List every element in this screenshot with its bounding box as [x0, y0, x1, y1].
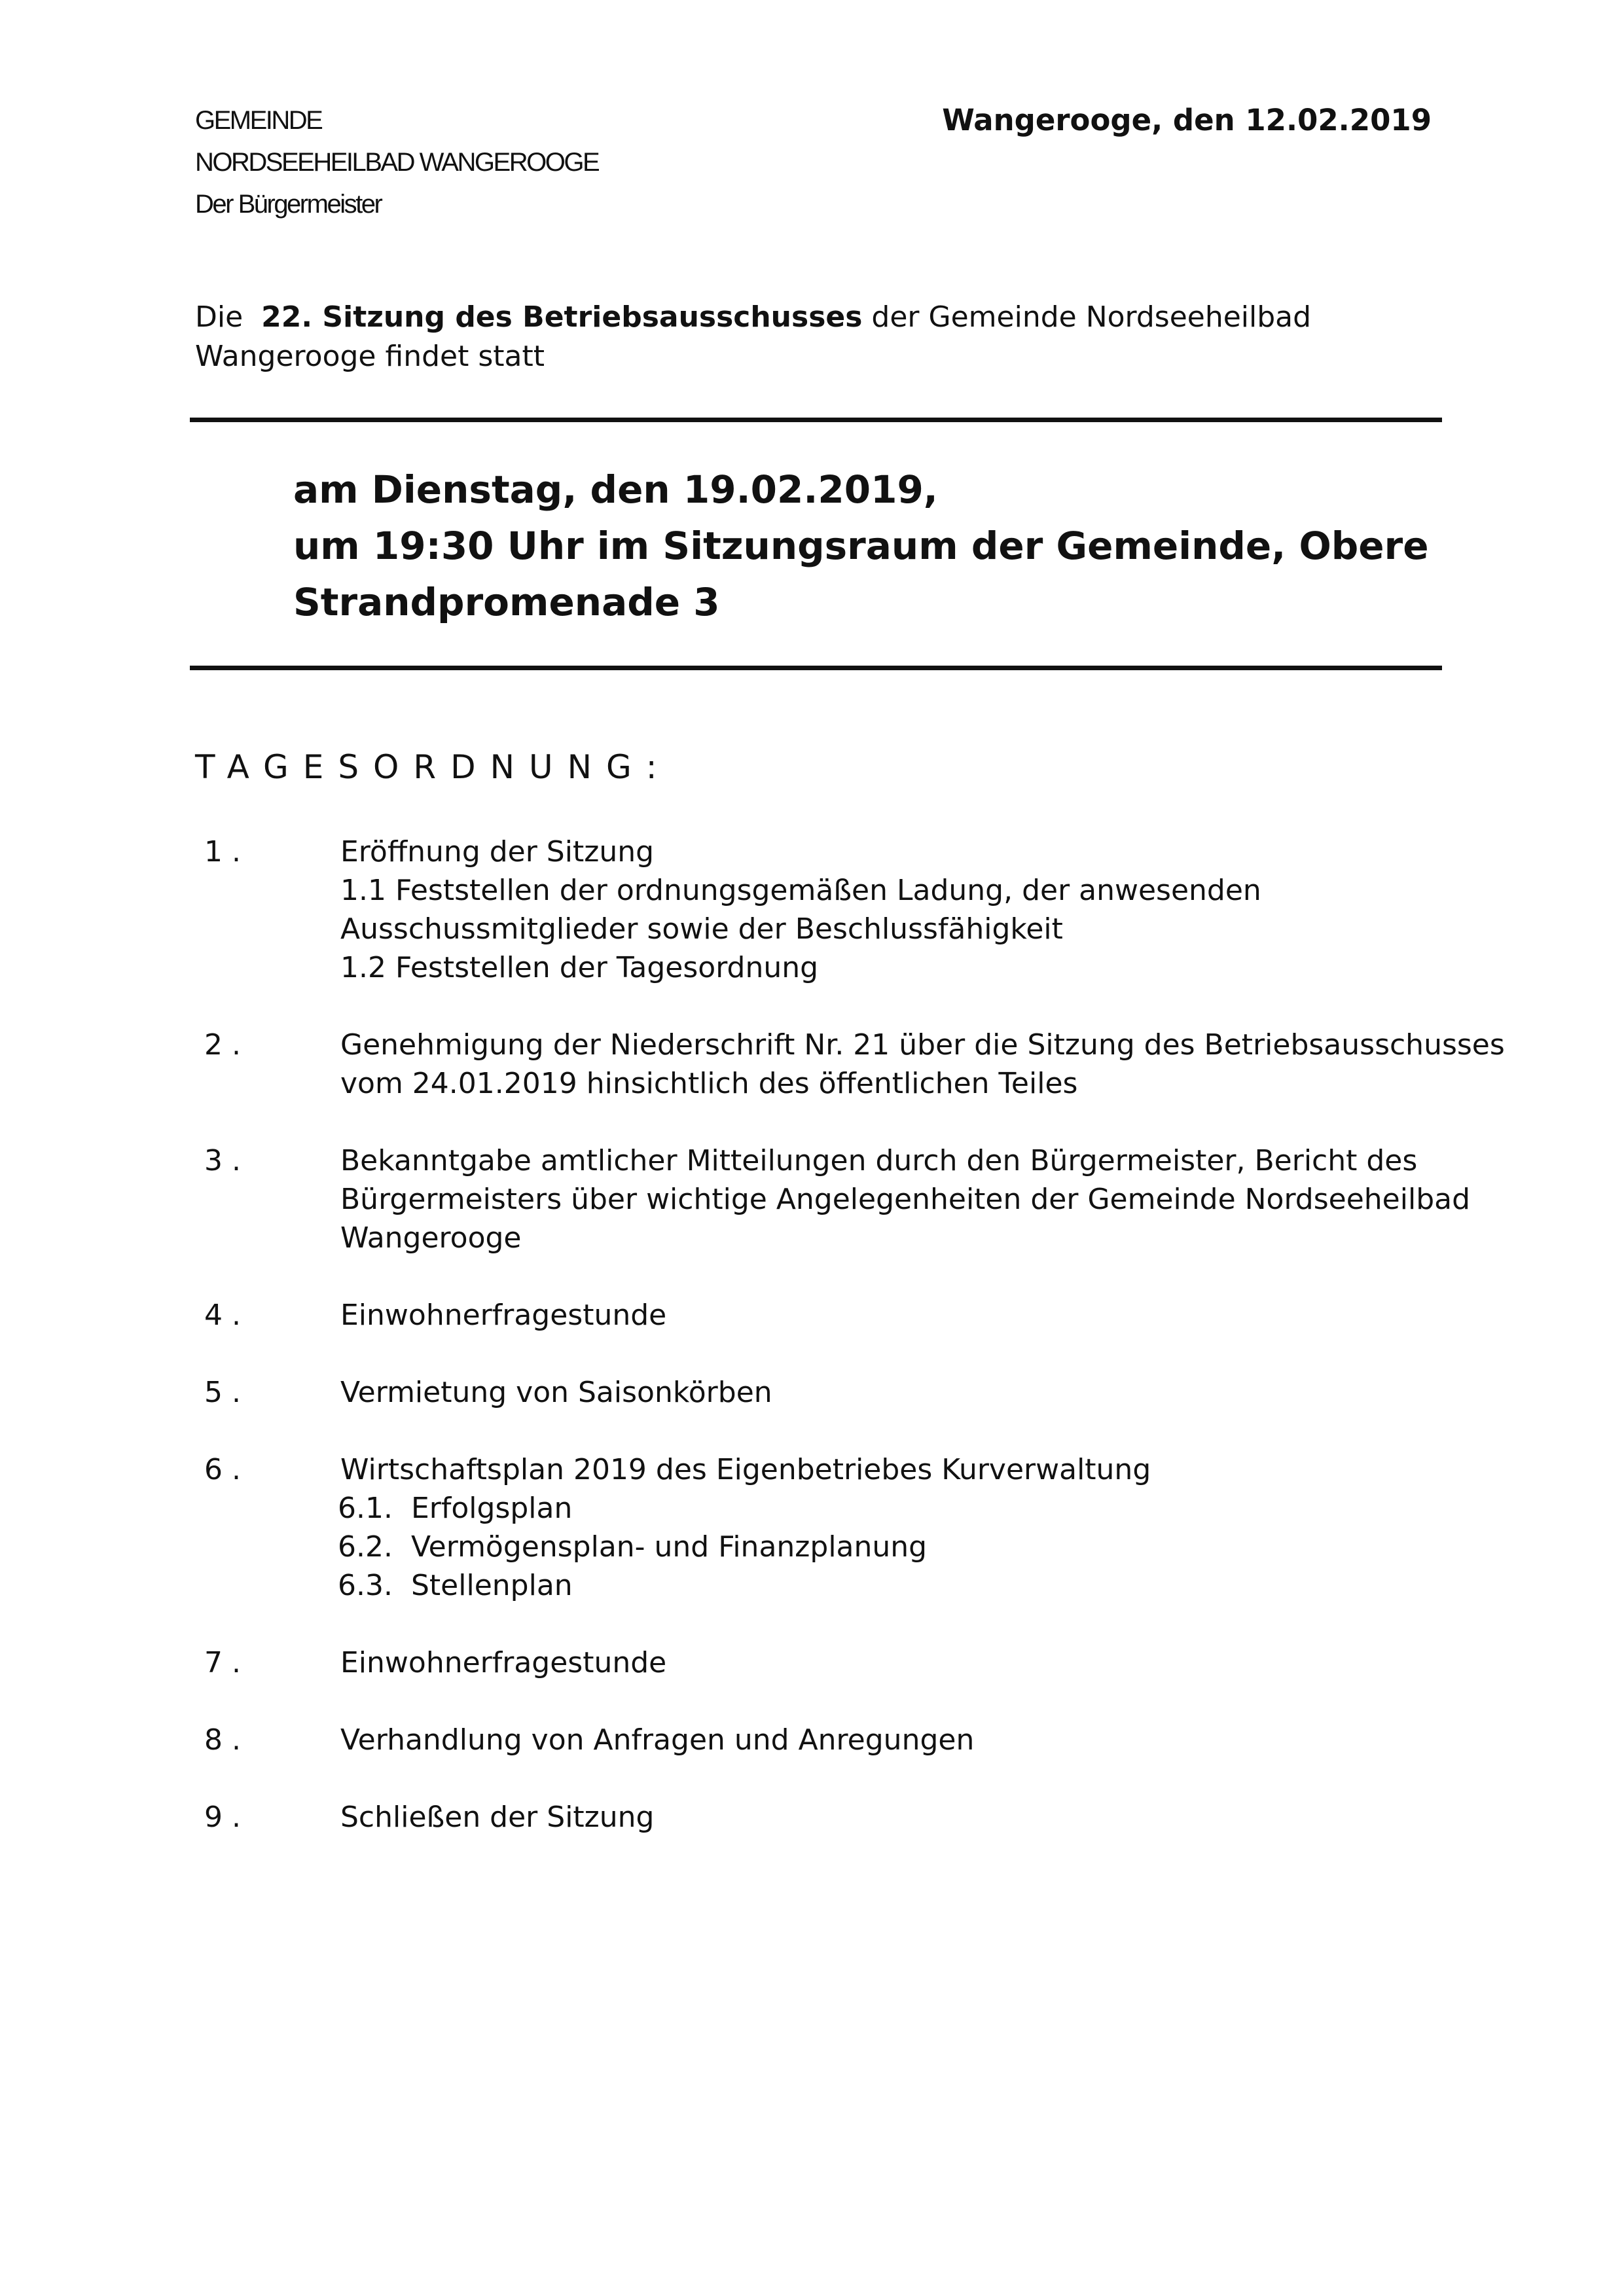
agenda-item: [196, 1798, 1440, 1837]
agenda-item-number: 7 .: [204, 1646, 241, 1679]
agenda-item-number: 3 .: [204, 1144, 241, 1177]
agenda-item: [196, 1141, 1471, 1257]
agenda-subitem-number: 6.2.: [338, 1530, 393, 1564]
meeting-details: [293, 461, 1429, 630]
intro-rest: der Gemeinde Nordseeheilbad Wangerooge findet statt: [195, 300, 1312, 373]
agenda-item: [196, 1373, 1440, 1412]
agenda-item-text: Vermietung von Saisonkörben: [340, 1376, 772, 1409]
agenda-item: [196, 833, 1440, 987]
agenda-subitem-number: 6.1.: [338, 1492, 393, 1525]
agenda-item: [196, 1643, 1440, 1682]
agenda-item-text: Bürgermeisters über wichtige Angelegenheiten der Gemeinde Nordseeheilbad: [340, 1183, 1471, 1216]
agenda-item-text: Eröffnung der Sitzung: [340, 835, 655, 869]
agenda-item-number: 8 .: [204, 1723, 241, 1757]
agenda-subitem-text: Erfolgsplan: [411, 1492, 573, 1525]
agenda-subitem: [338, 1489, 1440, 1528]
agenda-item-number: 9 .: [204, 1801, 241, 1834]
agenda-item: [196, 1450, 1440, 1605]
agenda-item-text: Einwohnerfragestunde: [340, 1299, 667, 1332]
agenda-item-text: Schließen der Sitzung: [340, 1801, 655, 1834]
agenda-list: [196, 833, 1505, 1875]
agenda-item-text: 1.2 Feststellen der Tagesordnung: [340, 951, 819, 984]
meeting-time-place: um 19:30 Uhr im Sitzungsraum der Gemeinde, Obere: [293, 524, 1429, 568]
agenda-item-number: 2 .: [204, 1028, 241, 1062]
agenda-item-number: 1 .: [204, 835, 241, 869]
agenda-item-text: vom 24.01.2019 hinsichtlich des öffentlichen Teiles: [340, 1067, 1078, 1100]
divider-bottom: [190, 666, 1442, 670]
meeting-address: Strandpromenade 3: [293, 580, 720, 624]
agenda-item-number: 6 .: [204, 1453, 241, 1486]
meeting-date: am Dienstag, den 19.02.2019,: [293, 467, 938, 512]
agenda-subitem-number: 6.3.: [338, 1569, 393, 1602]
agenda-title: TAGESORDNUNG:: [195, 748, 672, 786]
agenda-item-text: Verhandlung von Anfragen und Anregungen: [340, 1723, 975, 1757]
agenda-item: [196, 1026, 1505, 1103]
agenda-subitem-text: Vermögensplan- und Finanzplanung: [411, 1530, 928, 1564]
intro-session-title: 22. Sitzung des Betriebsausschusses: [261, 300, 863, 334]
agenda-item-text: Wirtschaftsplan 2019 des Eigenbetriebes Kurverwaltung: [340, 1453, 1151, 1486]
sender-office: Der Bürgermeister: [195, 190, 382, 219]
divider-top: [190, 418, 1442, 422]
intro-lead: Die: [195, 300, 244, 334]
agenda-subitem: [338, 1528, 1440, 1566]
agenda-item-text: Genehmigung der Niederschrift Nr. 21 über die Sitzung des Betriebsausschusses: [340, 1028, 1505, 1062]
sender-block: [195, 99, 598, 225]
agenda-item: [196, 1296, 1440, 1335]
agenda-item-text: Bekanntgabe amtlicher Mitteilungen durch den Bürgermeister, Bericht des: [340, 1144, 1418, 1177]
agenda-item-text: 1.1 Feststellen der ordnungsgemäßen Ladung, der anwesenden: [340, 874, 1261, 907]
agenda-subitem-text: Stellenplan: [411, 1569, 573, 1602]
sender-municipality: GEMEINDE: [195, 106, 322, 135]
agenda-item-number: 4 .: [204, 1299, 241, 1332]
agenda-item: [196, 1721, 1440, 1759]
agenda-item-number: 5 .: [204, 1376, 241, 1409]
agenda-item-text: Einwohnerfragestunde: [340, 1646, 667, 1679]
agenda-item-text: Wangerooge: [340, 1221, 522, 1255]
agenda-item-text: Ausschussmitglieder sowie der Beschlussfähigkeit: [340, 912, 1063, 946]
agenda-subitem: [338, 1566, 1440, 1605]
place-date: Wangerooge, den 12.02.2019: [942, 103, 1432, 137]
sender-town: NORDSEEHEILBAD WANGEROOGE: [195, 148, 599, 177]
intro-paragraph: [195, 298, 1439, 376]
